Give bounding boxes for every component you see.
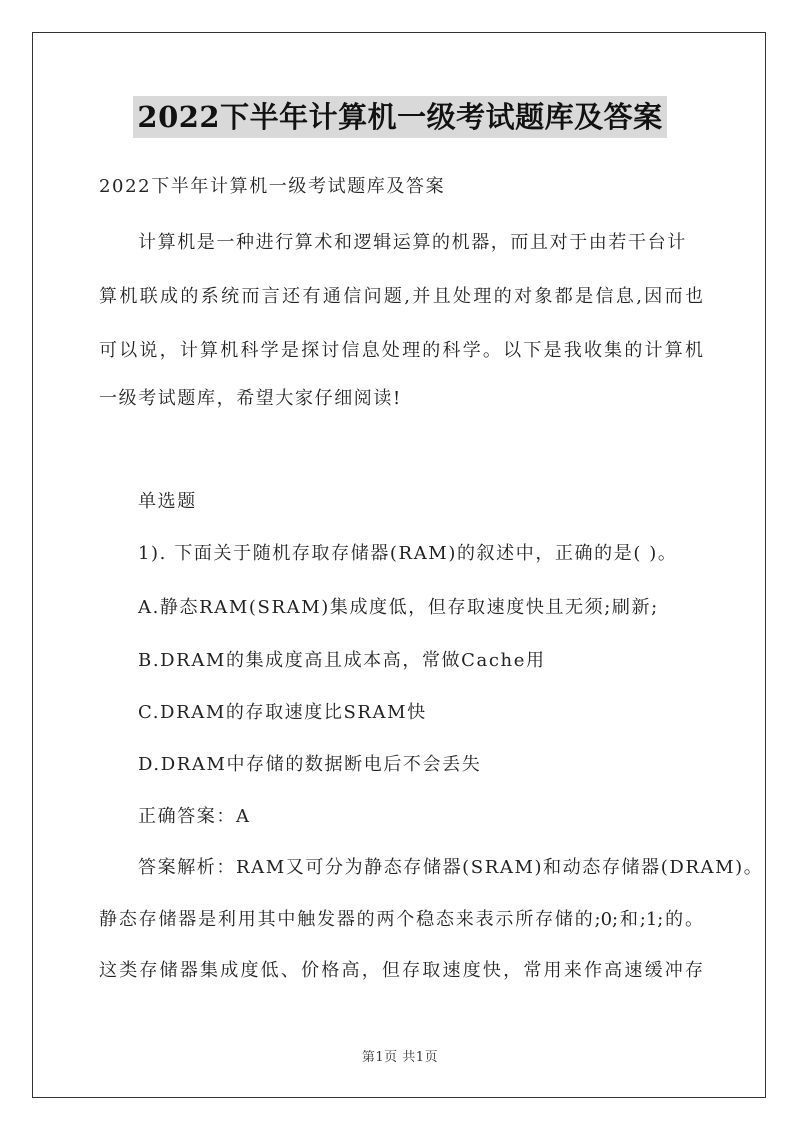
page-footer: 第1页 共1页 (361, 1050, 439, 1065)
option-c: C.DRAM的存取速度比SRAM快 (138, 702, 427, 723)
explanation-line-3: 这类存储器集成度低、价格高，但存取速度快，常用来作高速缓冲存 (99, 960, 703, 981)
intro-line-2: 算机联成的系统而言还有通信问题,并且处理的对象都是信息,因而也 (99, 286, 703, 307)
question-stem: 1). 下面关于随机存取存储器(RAM)的叙述中，正确的是( )。 (138, 543, 678, 564)
document-subtitle: 2022下半年计算机一级考试题库及答案 (99, 176, 446, 197)
title-container (0, 96, 800, 138)
explanation-line-2: 静态存储器是利用其中触发器的两个稳态来表示所存储的;0;和;1;的。 (99, 909, 703, 930)
intro-line-4: 一级考试题库，希望大家仔细阅读! (99, 388, 402, 409)
option-a: A.静态RAM(SRAM)集成度低，但存取速度快且无须;刷新; (138, 597, 659, 618)
intro-line-1: 计算机是一种进行算术和逻辑运算的机器，而且对于由若干台计 (138, 232, 687, 253)
option-b: B.DRAM的集成度高且成本高，常做Cache用 (138, 650, 546, 671)
option-d: D.DRAM中存储的数据断电后不会丢失 (138, 754, 482, 775)
document-title: 2022下半年计算机一级考试题库及答案 (133, 96, 666, 138)
section-heading: 单选题 (138, 491, 197, 512)
explanation-line-1: 答案解析：RAM又可分为静态存储器(SRAM)和动态存储器(DRAM)。 (138, 857, 764, 878)
correct-answer: 正确答案：A (138, 806, 251, 827)
intro-line-3: 可以说，计算机科学是探讨信息处理的科学。以下是我收集的计算机 (99, 340, 703, 361)
